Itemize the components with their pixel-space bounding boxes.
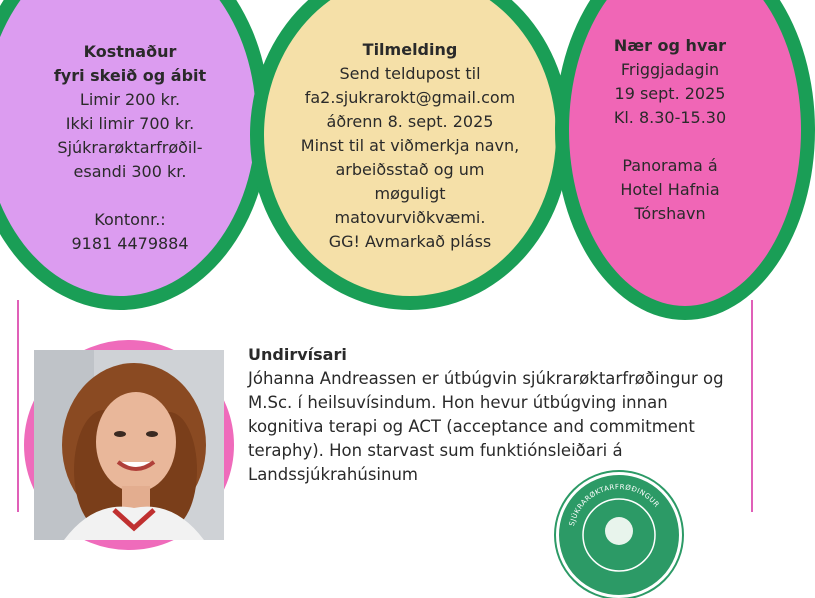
registration-line4: Minst til at viðmerkja navn, — [300, 136, 520, 155]
account-number: 9181 4479884 — [71, 234, 189, 253]
registration-circle-content — [264, 38, 556, 254]
speaker-portrait — [24, 340, 234, 550]
when-where-circle — [555, 0, 815, 320]
right-divider-line — [751, 300, 753, 512]
event-date: 19 sept. 2025 — [614, 84, 726, 103]
speaker-photo-icon — [34, 350, 224, 540]
registration-line1: Send teldupost til — [339, 64, 481, 83]
registration-line7: matovurviðkvæmi. — [334, 208, 486, 227]
cost-student-line2: esandi 300 kr. — [73, 162, 187, 181]
speaker-section — [248, 343, 748, 487]
registration-circle — [250, 0, 570, 310]
cost-heading-line1: Kostnaður — [83, 42, 177, 61]
venue-line2: Hotel Hafnia — [620, 180, 720, 199]
registration-email[interactable]: fa2.sjukrarokt@gmail.com — [304, 88, 516, 107]
cost-heading-line2: fyri skeið og ábit — [53, 66, 207, 85]
left-divider-line — [17, 300, 19, 512]
event-time: Kl. 8.30-15.30 — [613, 108, 727, 127]
when-where-circle-content — [569, 34, 771, 226]
association-logo — [556, 472, 682, 598]
speaker-bio: Jóhanna Andreassen er útbúgvin sjúkrarøktarfrøðingur og M.Sc. í heilsuvísindum. Hon hevur útbúgving innan kognitiva terapi og ACT (acceptance and commitment teraphy). Hon starvast sum funktiónsleiðari á Landssjúkrahúsinum — [248, 369, 724, 484]
logo-ring-icon — [559, 475, 679, 595]
cost-student-line1: Sjúkrarøktarfrøðil- — [57, 138, 203, 157]
cost-circle — [0, 0, 270, 310]
venue-city: Tórshavn — [634, 204, 706, 223]
account-label: Kontonr.: — [94, 210, 166, 229]
registration-deadline: áðrenn 8. sept. 2025 — [326, 112, 494, 131]
registration-line5: arbeiðsstað og um — [335, 160, 485, 179]
registration-heading: Tilmelding — [362, 40, 458, 59]
cost-nonmember-price: Ikki limir 700 kr. — [65, 114, 195, 133]
venue-line1: Panorama á — [622, 156, 718, 175]
registration-line6: møguligt — [374, 184, 446, 203]
cost-circle-content — [4, 40, 256, 256]
registration-line8: GG! Avmarkað pláss — [328, 232, 492, 251]
logo-ring-text: SJÚKRARØKTARFRØÐINGUR — [567, 482, 661, 527]
when-where-heading: Nær og hvar — [613, 36, 727, 55]
speaker-label: Undirvísari — [248, 345, 347, 364]
cost-member-price: Limir 200 kr. — [79, 90, 181, 109]
event-day: Friggjadagin — [620, 60, 720, 79]
